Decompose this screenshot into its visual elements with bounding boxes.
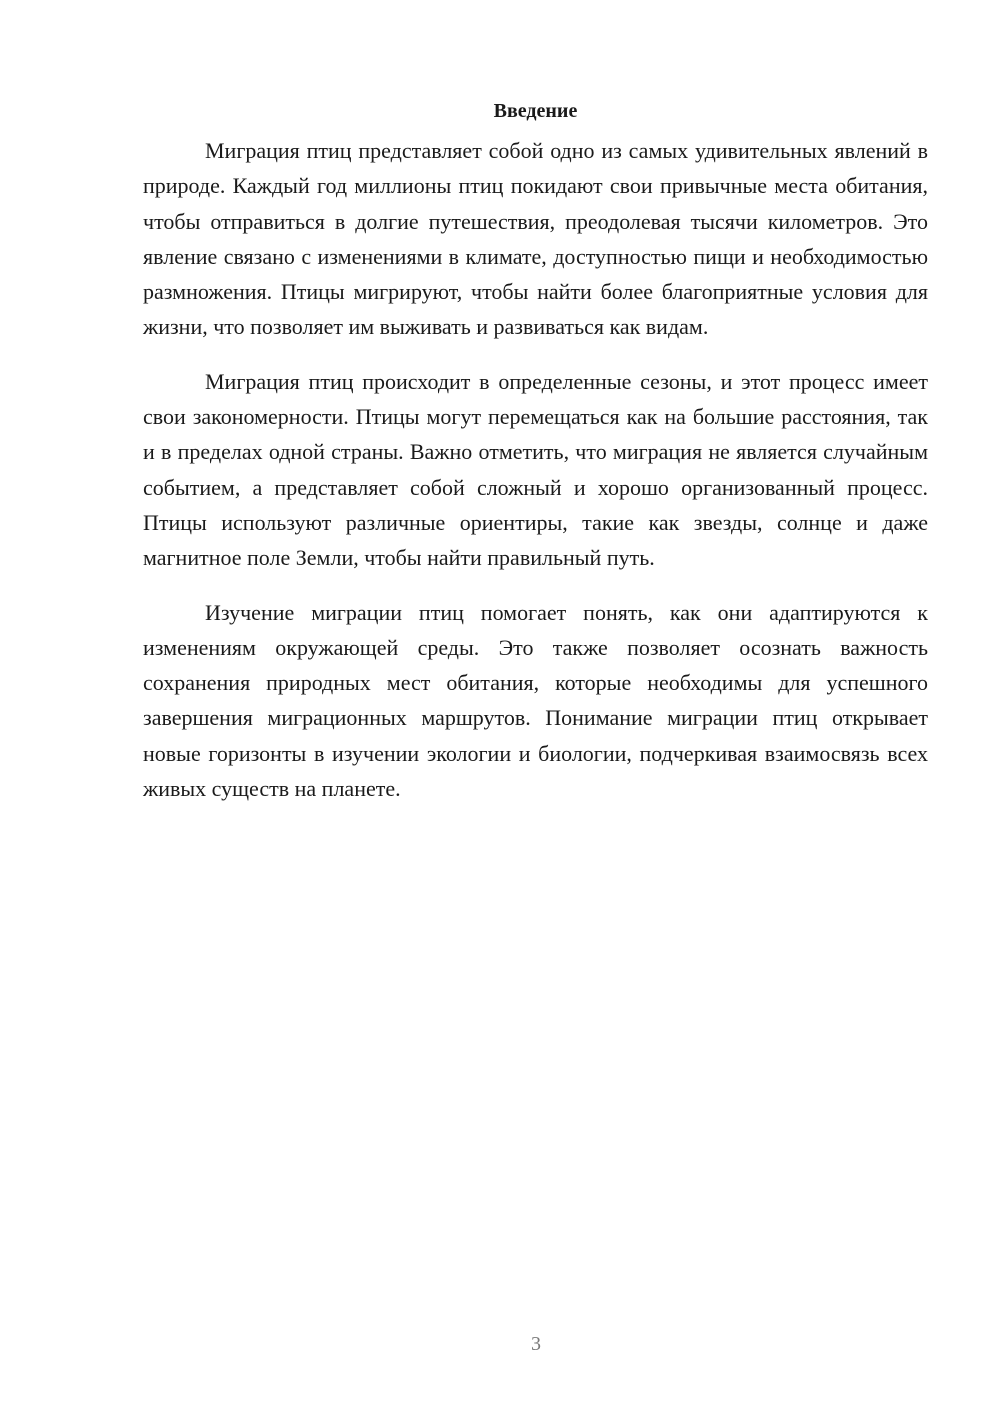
page-number: 3: [531, 1333, 541, 1355]
paragraph-3: Изучение миграции птиц помогает понять, как они адаптируются к изменениям окружающей среды. Это также позволяет осознать важность сохранения природных мест обитания, которые необходимы для успешного завершения миграционных маршрутов. Понимание миграции птиц открывает новые горизонты в изучении экологии и биологии, подчеркивая взаимосвязь всех живых существ на планете.: [143, 599, 928, 802]
paragraph-1: Миграция птиц представляет собой одно из самых удивительных явлений в природе. Каждый год миллионы птиц покидают свои привычные места обитания, чтобы отправиться в долгие путешествия, преодолевая тысячи километров. Это явление связано с изменениями в климате, доступностью пищи и необходимостью размножения. Птицы мигрируют, чтобы найти более благоприятные условия для жизни, что позволяет им выживать и развиваться как видам.: [143, 138, 928, 340]
paragraph-2: Миграция птиц происходит в определенные сезоны, и этот процесс имеет свои закономерности. Птицы могут перемещаться как на большие расстояния, так и в пределах одной страны. Важно отметить, что миграция не является случайным событием, а представляет собой сложный и хорошо организованный процесс. Птицы используют различные ориентиры, такие как звезды, солнце и даже магнитное поле Земли, чтобы найти правильный путь.: [143, 368, 928, 571]
section-title: Введение: [493, 100, 578, 122]
page-content: [143, 96, 928, 825]
